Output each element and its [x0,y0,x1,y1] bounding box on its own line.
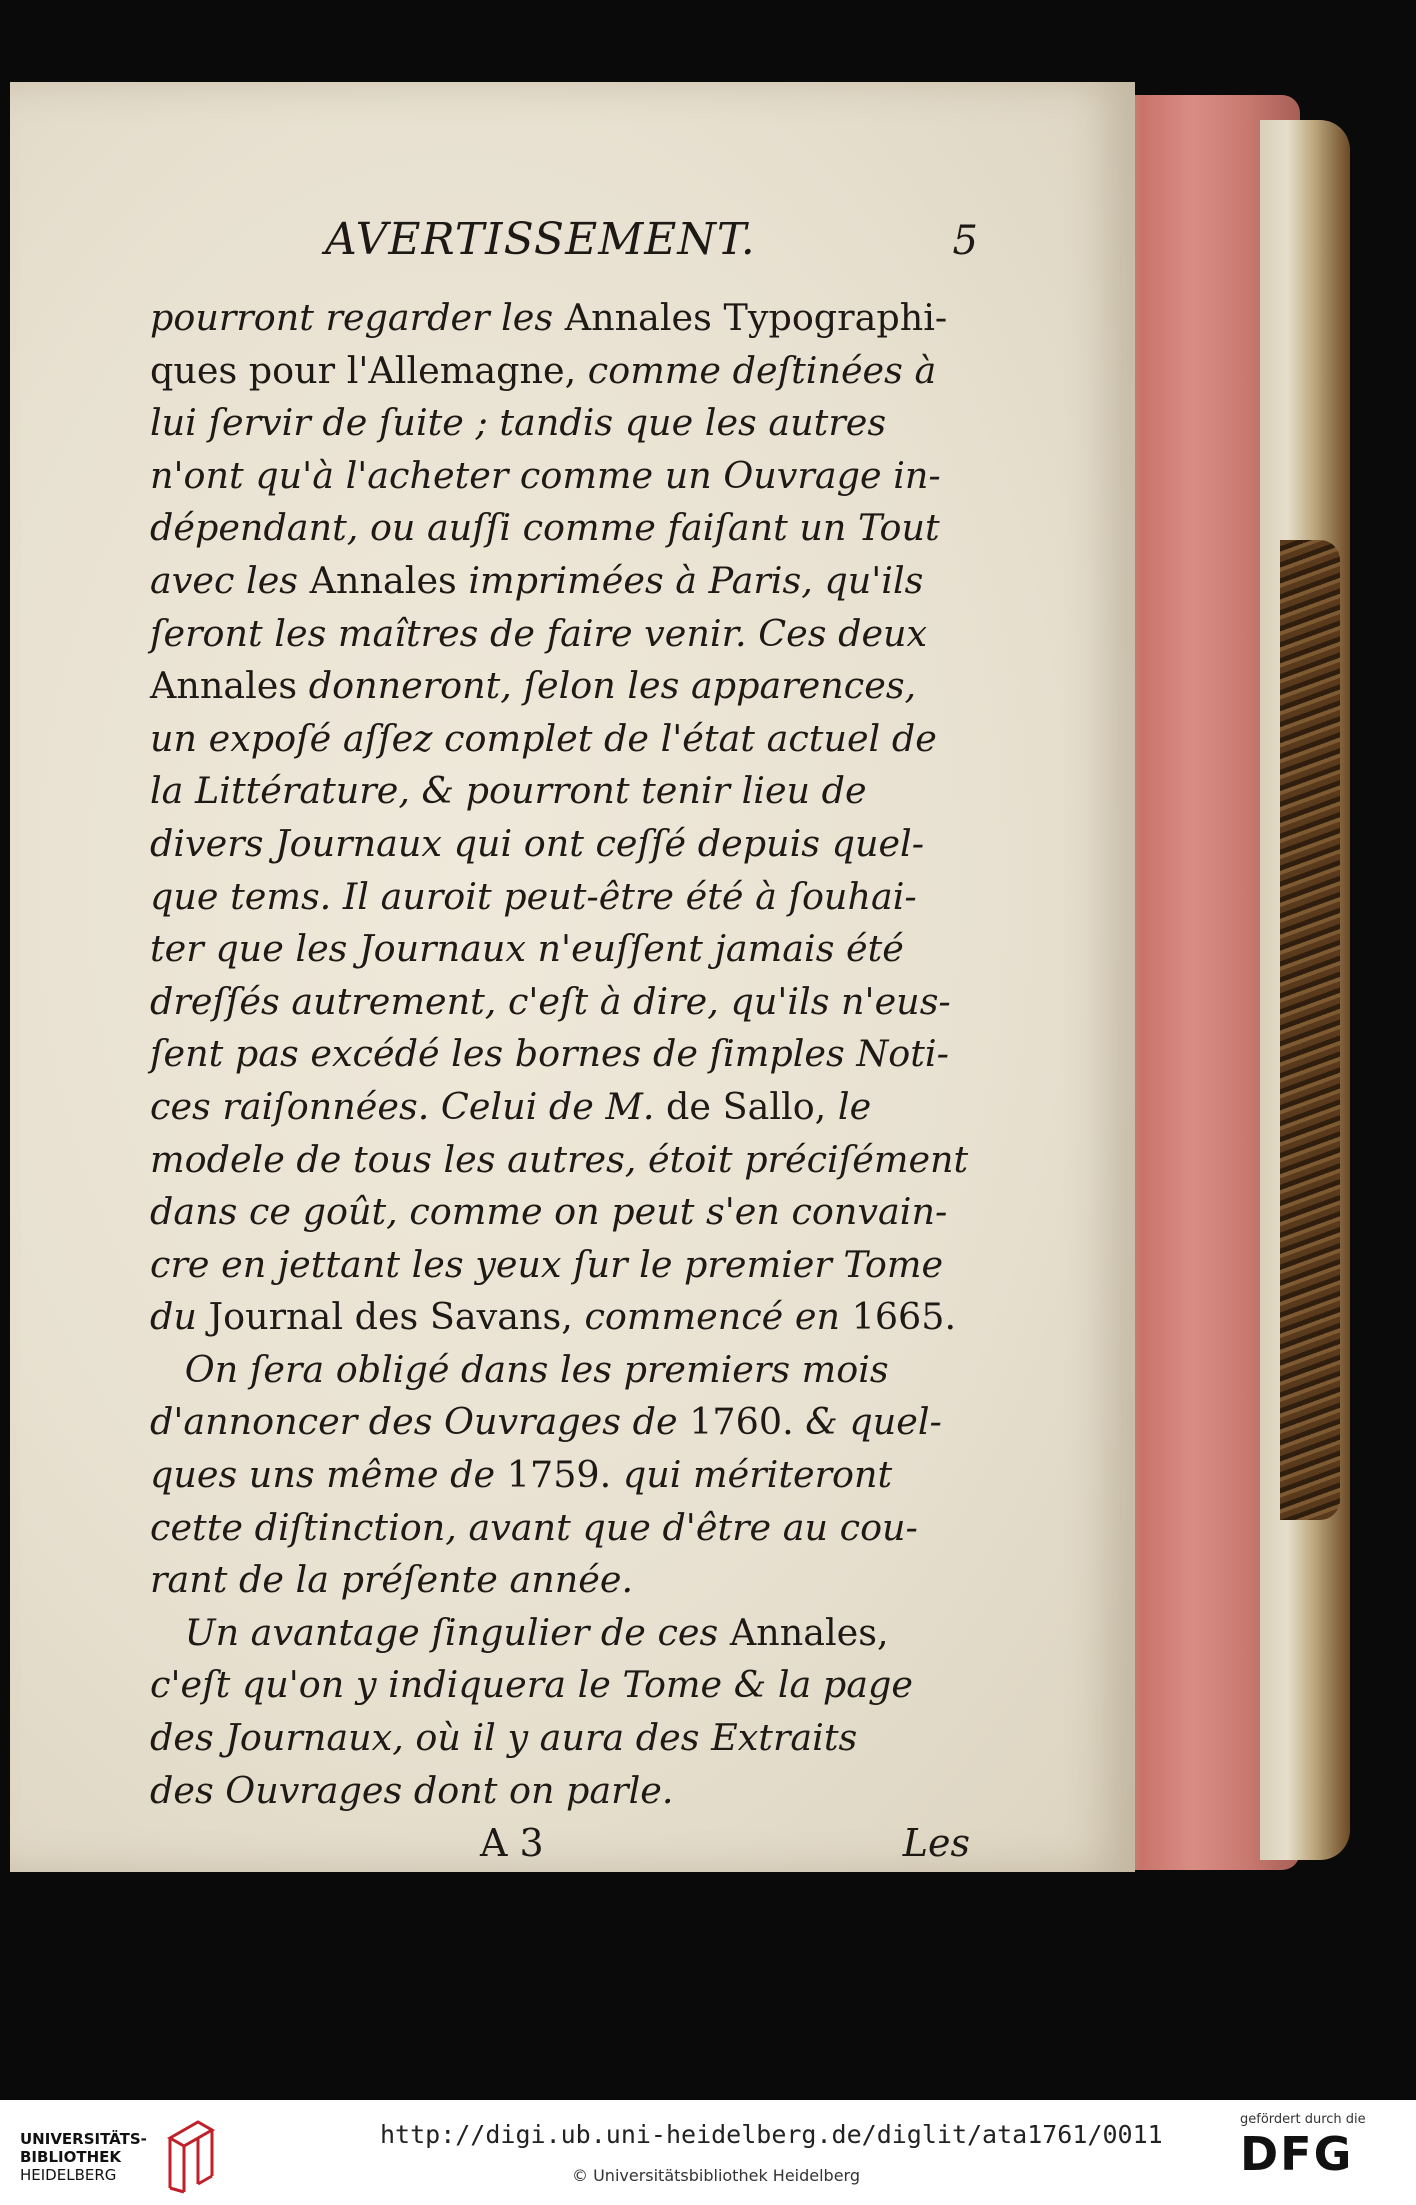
text-line [150,450,970,503]
page-number: 5 [952,218,978,264]
body-text [150,292,970,1817]
text-line [150,608,970,661]
text-segment: dépendant, ou auſſi comme faiſant un Tout [150,506,940,550]
running-header [150,214,978,292]
funding-note: gefördert durch die [1240,2112,1366,2127]
library-logo[interactable] [20,2112,220,2192]
text-segment: commencé en [572,1295,852,1339]
text-segment: ces raiſonnées. Celui de M. [150,1084,667,1128]
text-line [150,1028,970,1081]
text-segment: On ſera obligé dans les premiers mois [150,1347,889,1391]
text-segment: pourront regarder les [150,296,565,339]
text-line [150,292,970,345]
text-segment: Journal des Savans, [208,1295,573,1339]
library-emblem-icon [160,2118,220,2194]
text-segment: 1760. [689,1400,794,1444]
text-line [150,1554,970,1607]
text-line [150,660,970,713]
dfg-logo[interactable] [1240,2112,1400,2181]
text-line [150,1712,970,1765]
text-line [150,976,970,1029]
text-segment: modele de tous les autres, étoit préciſément [150,1137,969,1181]
text-segment: Annales [150,664,298,708]
text-line [150,818,970,871]
text-segment: donneront, ſelon les apparences, [297,664,917,708]
text-line [150,1765,970,1818]
text-segment: imprimées à Paris, qu'ils [456,558,924,602]
text-segment: cre en jettant les yeux ſur le premier Tome [150,1242,944,1286]
text-segment: le [826,1084,872,1128]
text-line [150,1081,970,1134]
text-segment: du [150,1295,209,1339]
text-segment: n'ont qu'à l'acheter comme un Ouvrage in- [150,453,941,497]
marbled-cover [1280,540,1340,1520]
text-line [150,397,970,450]
signature-mark: A 3 [480,1821,544,1866]
text-segment: dreſſés autrement, c'eſt à dire, qu'ils n'eus- [150,979,951,1023]
text-line [150,765,970,818]
text-segment: ſent pas excédé les bornes de ſimples Noti- [150,1032,949,1076]
text-segment: ter que les Journaux n'euſſent jamais été [150,927,904,971]
text-segment: qui mériteront [611,1453,893,1497]
text-segment: divers Journaux qui ont ceſſé depuis quel- [150,821,925,865]
text-line [150,1134,970,1187]
text-segment: rant de la préſente année. [150,1558,634,1602]
text-segment: dans ce goût, comme on peut s'en convain- [150,1190,948,1234]
text-segment: Annales, [729,1610,889,1654]
text-line [150,713,970,766]
copyright-notice: © Universitätsbibliothek Heidelberg [572,2166,861,2185]
text-segment: Annales [309,558,457,602]
text-segment: des Ouvrages dont on parle. [150,1768,674,1812]
text-segment: ques pour l'Allemagne, [150,348,588,392]
text-segment: lui ſervir de ſuite ; tandis que les autres [150,401,887,445]
text-segment: & quel- [793,1400,942,1444]
text-line [150,555,970,608]
dfg-wordmark: DFG [1240,2127,1354,2181]
text-segment: 1665. [851,1295,957,1339]
text-segment: ques uns même de [150,1453,507,1497]
text-segment: c'eſt qu'on y indiquera le Tome & la page [150,1663,913,1707]
text-line [150,1344,970,1397]
text-segment: Annales Typographi- [564,296,948,339]
text-line [150,871,970,924]
text-line [150,1659,970,1712]
text-line [150,1239,970,1292]
text-segment: comme deſtinées à [587,348,937,392]
text-line [150,1502,970,1555]
text-line [150,1607,970,1660]
text-segment: Un avantage ſingulier de ces [150,1610,730,1654]
running-title: AVERTISSEMENT. [325,214,756,265]
text-segment: avec les [150,558,310,602]
text-segment: cette diſtinction, avant que d'être au cou- [150,1505,918,1549]
book-cover [1260,120,1350,1860]
text-segment: que tems. Il auroit peut-être été à ſouhai- [150,874,917,918]
page-footer [150,1821,970,1881]
text-segment: 1759. [506,1453,612,1497]
library-name: UNIVERSITÄTS- BIBLIOTHEK HEIDELBERG [20,2130,147,2184]
book-page [10,82,1135,1872]
text-line [150,923,970,976]
text-line [150,1186,970,1239]
text-segment: d'annoncer des Ouvrages de [150,1400,690,1444]
page-content [150,214,978,1881]
text-segment: de Sallo, [666,1084,827,1128]
text-segment: un expoſé aſſez complet de l'état actuel de [150,716,937,760]
text-segment: des Journaux, où il y aura des Extraits [150,1716,858,1760]
catchword: Les [902,1821,970,1866]
text-line [150,1449,970,1502]
text-segment: ſeront les maîtres de faire venir. Ces deux [150,611,928,655]
text-line [150,345,970,398]
permalink-url[interactable]: http://digi.ub.uni-heidelberg.de/diglit/ata1761/0011 [380,2120,1163,2149]
text-line [150,1291,970,1344]
text-line [150,1396,970,1449]
text-line [150,502,970,555]
text-segment: la Littérature, & pourront tenir lieu de [150,769,867,813]
viewer-footer-bar [0,2100,1416,2205]
